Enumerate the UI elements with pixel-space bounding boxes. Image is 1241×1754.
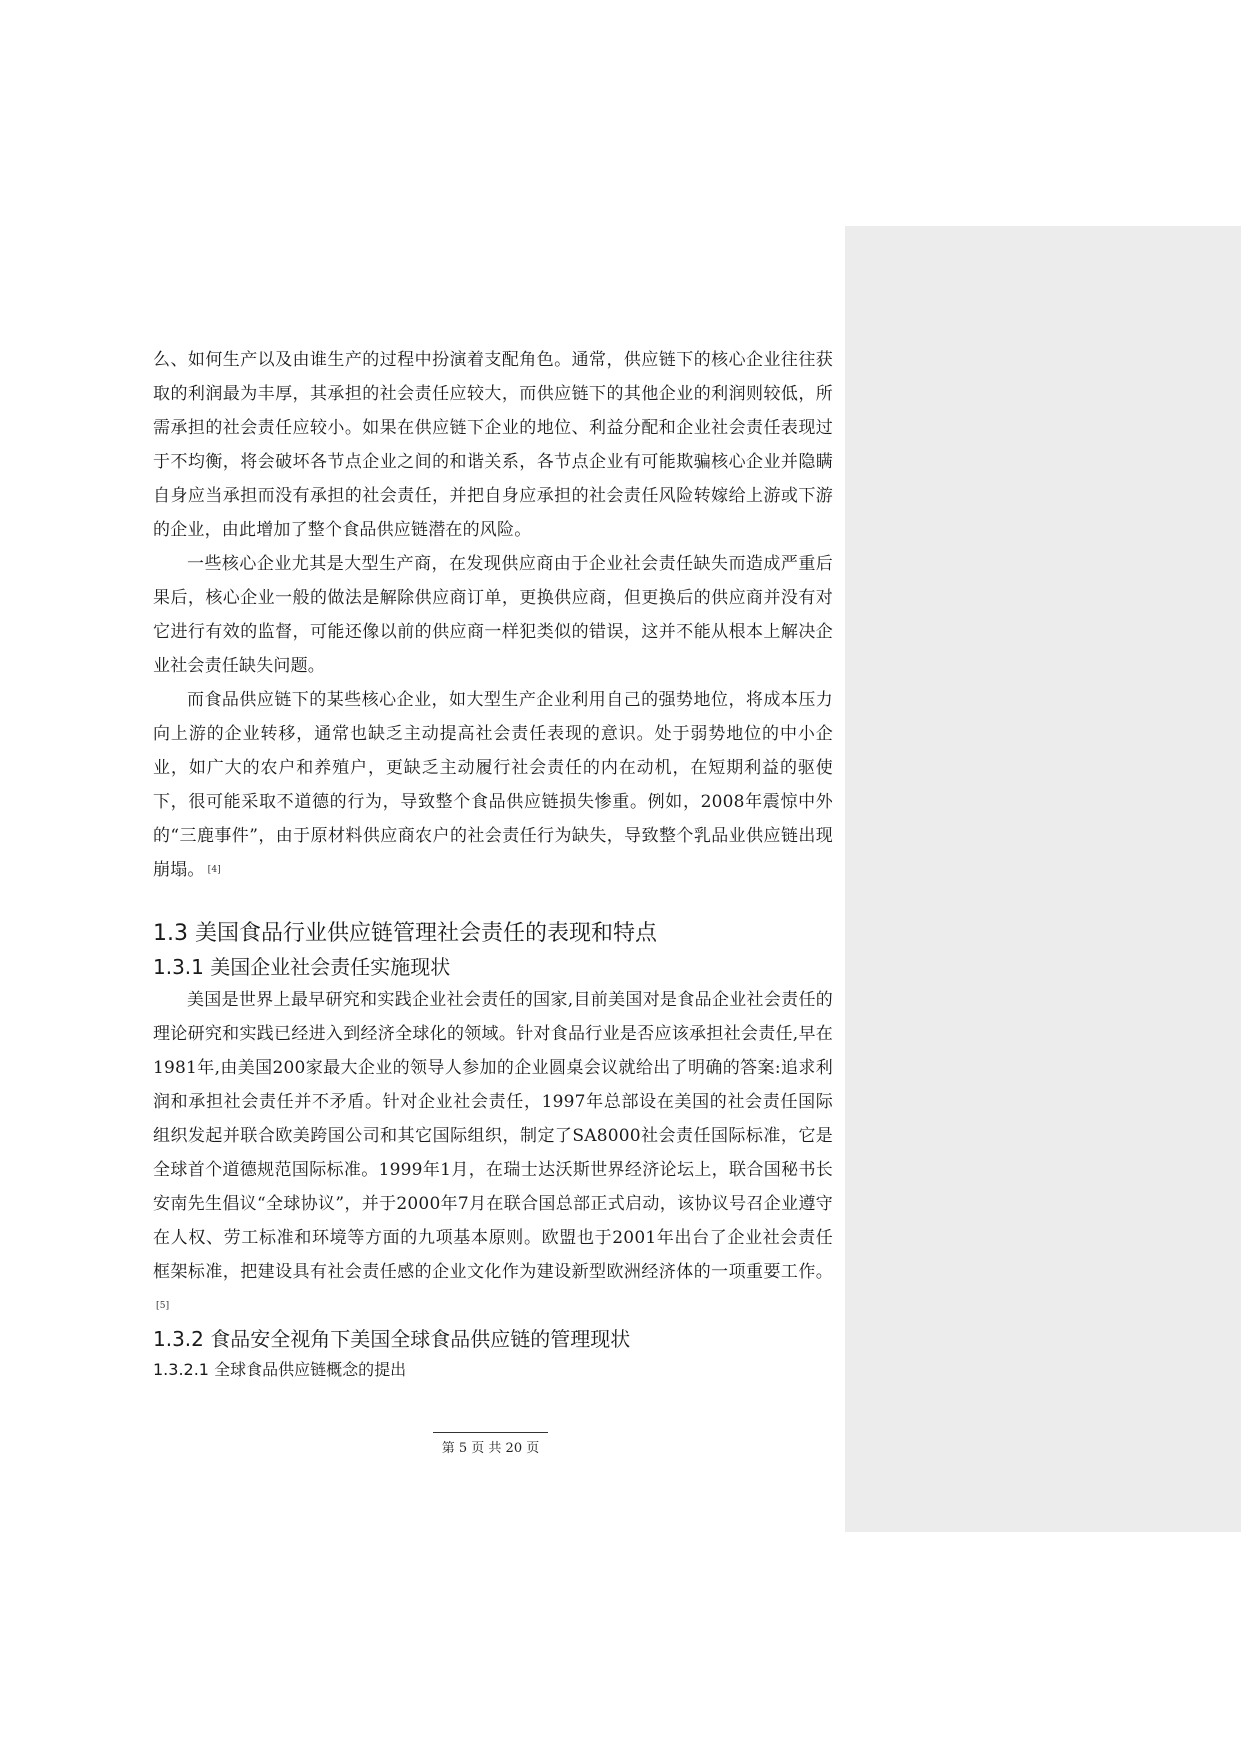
- body-paragraph-1-3-1: 美国是世界上最早研究和实践企业社会责任的国家,目前美国对是食品企业社会责任的理论研究和实践已经进入到经济全球化的领域。针对食品行业是否应该承担社会责任,早在1981年,由美国200家最大企业的领导人参加的企业圆桌会议就给出了明确的答案:追求利润和承担社会责任并不矛盾。针对企业社会责任，1997年总部设在美国的社会责任国际组织发起并联合欧美跨国公司和其它国际组织，制定了SA8000社会责任国际标准，它是全球首个道德规范国际标准。1999年1月，在瑞士达沃斯世界经济论坛上，联合国秘书长安南先生倡议“全球协议”，并于2000年7月在联合国总部正式启动，该协议号召企业遵守在人权、劳工标准和环境等方面的九项基本原则。欧盟也于2001年出台了企业社会责任框架标准，把建设具有社会责任感的企业文化作为建设新型欧洲经济体的一项重要工作。[5]: [153, 990, 833, 1311]
- section-heading-1-3-1: 1.3.1 美国企业社会责任实施现状: [153, 955, 451, 979]
- section-spacer: [153, 887, 833, 917]
- body-paragraph-3: 而食品供应链下的某些核心企业，如大型生产企业利用自己的强势地位，将成本压力向上游的企业转移，通常也缺乏主动提高社会责任表现的意识。处于弱势地位的中小企业，如广大的农户和养殖户，更缺乏主动履行社会责任的内在动机，在短期利益的驱使下，很可能采取不道德的行为，导致整个食品供应链损失惨重。例如，2008年震惊中外的“三鹿事件”，由于原材料供应商农户的社会责任行为缺失，导致整个乳品业供应链出现崩塌。 [4]: [153, 690, 833, 880]
- section-heading-1-3-2: 1.3.2 食品安全视角下美国全球食品供应链的管理现状: [153, 1327, 631, 1351]
- section-heading-1-3-2-1: 1.3.2.1 全球食品供应链概念的提出: [153, 1360, 407, 1379]
- page-footer: 第 5 页 共 20 页: [433, 1432, 548, 1456]
- document-body: [153, 343, 833, 1385]
- citation-ref[interactable]: [5]: [156, 1301, 170, 1311]
- citation-ref[interactable]: [4]: [207, 865, 221, 875]
- body-paragraph-2: 一些核心企业尤其是大型生产商，在发现供应商由于企业社会责任缺失而造成严重后果后，核心企业一般的做法是解除供应商订单，更换供应商，但更换后的供应商并没有对它进行有效的监督，可能还像以前的供应商一样犯类似的错误，这并不能从根本上解决企业社会责任缺失问题。: [153, 554, 833, 676]
- section-heading-1-3: 1.3 美国食品行业供应链管理社会责任的表现和特点: [153, 921, 657, 946]
- body-paragraph-1: 么、如何生产以及由谁生产的过程中扮演着支配角色。通常，供应链下的核心企业往往获取的利润最为丰厚，其承担的社会责任应较大，而供应链下的其他企业的利润则较低，所需承担的社会责任应较小。如果在供应链下企业的地位、利益分配和企业社会责任表现过于不均衡，将会破坏各节点企业之间的和谐关系，各节点企业有可能欺骗核心企业并隐瞒自身应当承担而没有承担的社会责任，并把自身应承担的社会责任风险转嫁给上游或下游的企业，由此增加了整个食品供应链潜在的风险。: [153, 350, 833, 540]
- comment-margin-pane: [845, 226, 1241, 1532]
